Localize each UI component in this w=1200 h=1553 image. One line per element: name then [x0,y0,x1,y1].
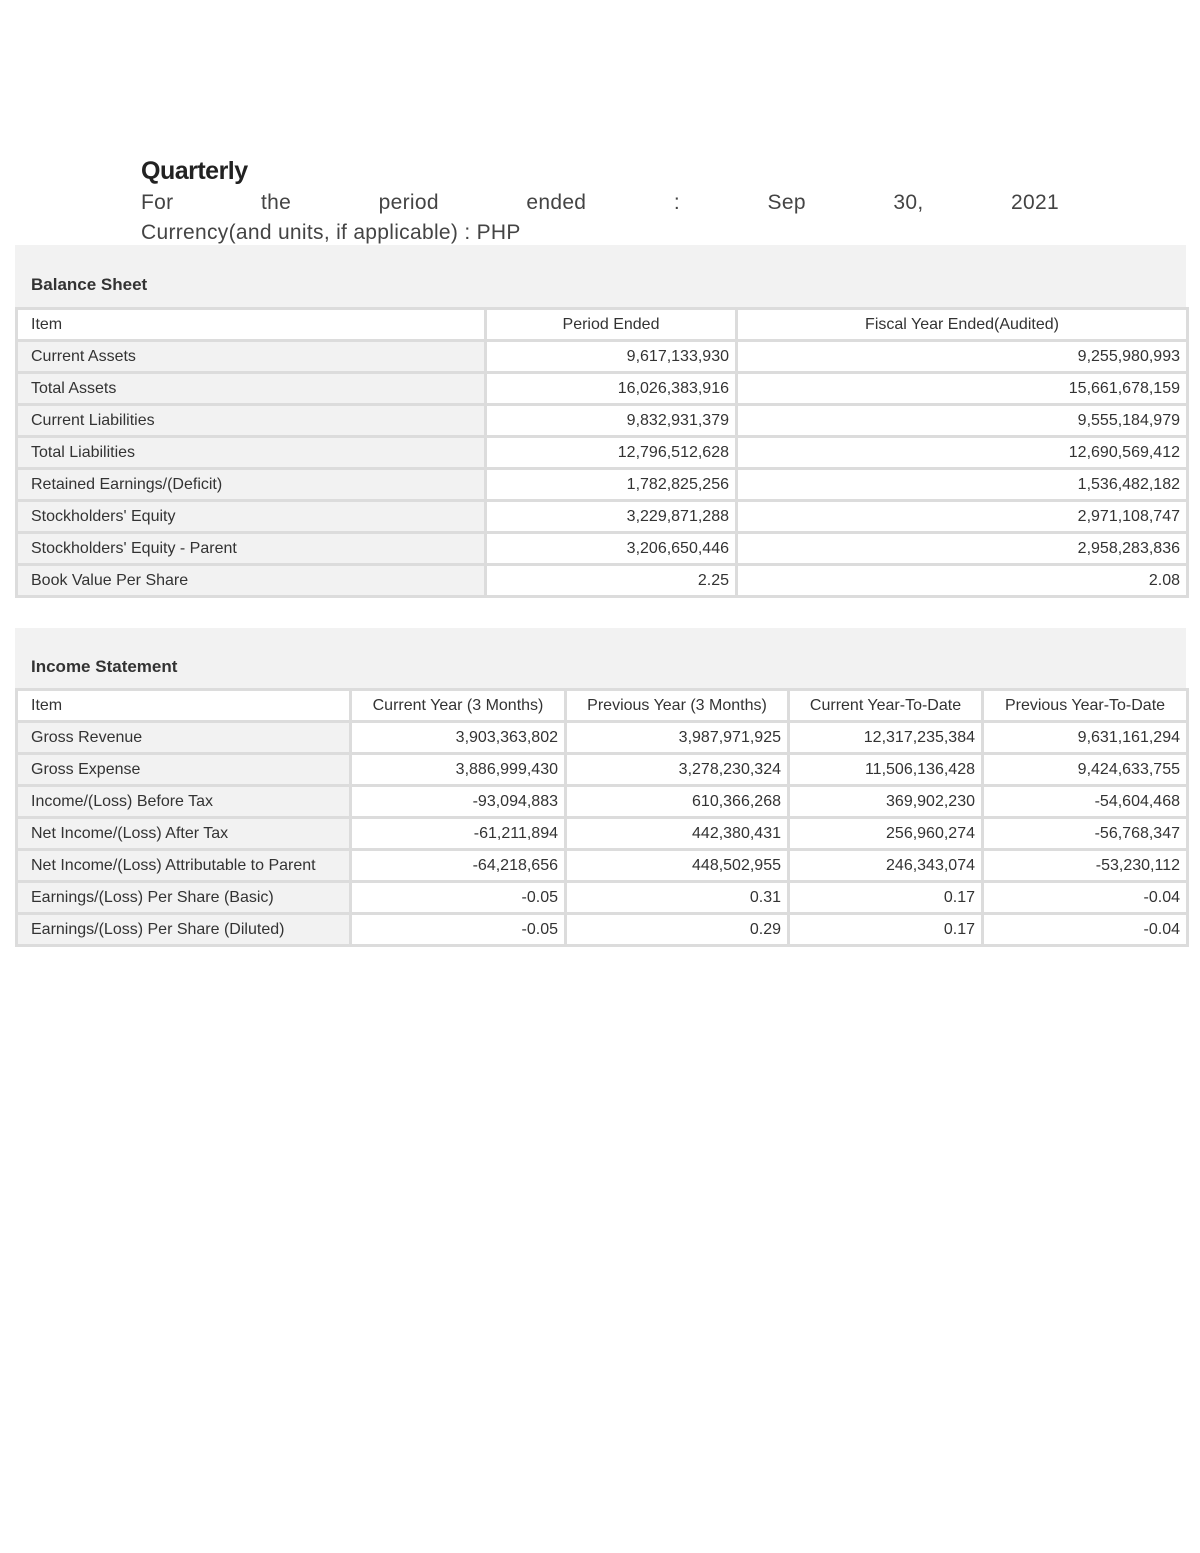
report-title: Quarterly [141,157,248,185]
row-label: Stockholders' Equity - Parent [17,533,486,565]
column-header: Item [17,309,486,341]
table-row [17,818,1188,850]
income-statement-title: Income Statement [31,657,178,676]
table-row [17,373,1188,405]
period-word: For [141,191,174,214]
column-header: Fiscal Year Ended(Audited) [737,309,1188,341]
cell-value: -54,604,468 [983,786,1188,818]
cell-value: -0.04 [983,882,1188,914]
cell-value: -56,768,347 [983,818,1188,850]
table-row [17,533,1188,565]
row-label: Retained Earnings/(Deficit) [17,469,486,501]
table-row [17,722,1188,754]
income-statement-section [15,628,1186,947]
cell-value: 3,886,999,430 [351,754,566,786]
cell-value: 9,832,931,379 [486,405,737,437]
table-header-row [17,690,1188,722]
cell-value: -61,211,894 [351,818,566,850]
table-header-row [17,309,1188,341]
cell-value: 9,424,633,755 [983,754,1188,786]
table-row [17,565,1188,597]
report-header [141,154,1059,248]
table-row [17,437,1188,469]
table-row [17,914,1188,946]
table-row [17,754,1188,786]
cell-value: 246,343,074 [789,850,983,882]
table-row [17,882,1188,914]
table-row [17,786,1188,818]
column-header: Previous Year (3 Months) [566,690,789,722]
cell-value: 442,380,431 [566,818,789,850]
cell-value: 15,661,678,159 [737,373,1188,405]
cell-value: 610,366,268 [566,786,789,818]
period-word: : [673,191,680,214]
cell-value: -53,230,112 [983,850,1188,882]
row-label: Total Liabilities [17,437,486,469]
row-label: Gross Expense [17,754,351,786]
column-header: Period Ended [486,309,737,341]
column-header: Current Year-To-Date [789,690,983,722]
cell-value: 1,782,825,256 [486,469,737,501]
period-word: period [378,191,439,214]
cell-value: 12,796,512,628 [486,437,737,469]
period-word: Sep [767,191,806,214]
balance-sheet-title: Balance Sheet [31,275,148,294]
cell-value: 2,958,283,836 [737,533,1188,565]
currency-line: Currency(and units, if applicable) : PHP [141,221,521,244]
cell-value: -0.05 [351,914,566,946]
cell-value: 3,206,650,446 [486,533,737,565]
cell-value: 2.25 [486,565,737,597]
cell-value: 0.29 [566,914,789,946]
cell-value: -0.05 [351,882,566,914]
cell-value: -0.04 [983,914,1188,946]
cell-value: 9,631,161,294 [983,722,1188,754]
cell-value: 0.17 [789,882,983,914]
row-label: Earnings/(Loss) Per Share (Diluted) [17,914,351,946]
cell-value: 12,690,569,412 [737,437,1188,469]
column-header: Previous Year-To-Date [983,690,1188,722]
column-header: Item [17,690,351,722]
balance-sheet-section [15,245,1186,598]
row-label: Income/(Loss) Before Tax [17,786,351,818]
period-word: 2021 [1011,191,1059,214]
cell-value: 12,317,235,384 [789,722,983,754]
cell-value: -93,094,883 [351,786,566,818]
cell-value: 1,536,482,182 [737,469,1188,501]
row-label: Total Assets [17,373,486,405]
period-word: ended [526,191,587,214]
row-label: Gross Revenue [17,722,351,754]
table-row [17,850,1188,882]
period-word: 30, [893,191,924,214]
cell-value: 11,506,136,428 [789,754,983,786]
row-label: Stockholders' Equity [17,501,486,533]
table-row [17,405,1188,437]
cell-value: 3,278,230,324 [566,754,789,786]
cell-value: 2.08 [737,565,1188,597]
row-label: Current Liabilities [17,405,486,437]
income-statement-table [15,688,1189,947]
cell-value: 16,026,383,916 [486,373,737,405]
cell-value: 256,960,274 [789,818,983,850]
cell-value: 0.17 [789,914,983,946]
row-label: Net Income/(Loss) Attributable to Parent [17,850,351,882]
row-label: Book Value Per Share [17,565,486,597]
row-label: Earnings/(Loss) Per Share (Basic) [17,882,351,914]
table-row [17,341,1188,373]
cell-value: 0.31 [566,882,789,914]
cell-value: 3,229,871,288 [486,501,737,533]
cell-value: 448,502,955 [566,850,789,882]
row-label: Current Assets [17,341,486,373]
table-row [17,501,1188,533]
cell-value: 9,617,133,930 [486,341,737,373]
cell-value: 9,555,184,979 [737,405,1188,437]
period-word: the [260,191,292,214]
cell-value: 3,903,363,802 [351,722,566,754]
cell-value: 3,987,971,925 [566,722,789,754]
table-row [17,469,1188,501]
column-header: Current Year (3 Months) [351,690,566,722]
cell-value: 9,255,980,993 [737,341,1188,373]
period-line [141,188,1059,218]
cell-value: 2,971,108,747 [737,501,1188,533]
balance-sheet-table [15,307,1189,598]
cell-value: -64,218,656 [351,850,566,882]
row-label: Net Income/(Loss) After Tax [17,818,351,850]
cell-value: 369,902,230 [789,786,983,818]
